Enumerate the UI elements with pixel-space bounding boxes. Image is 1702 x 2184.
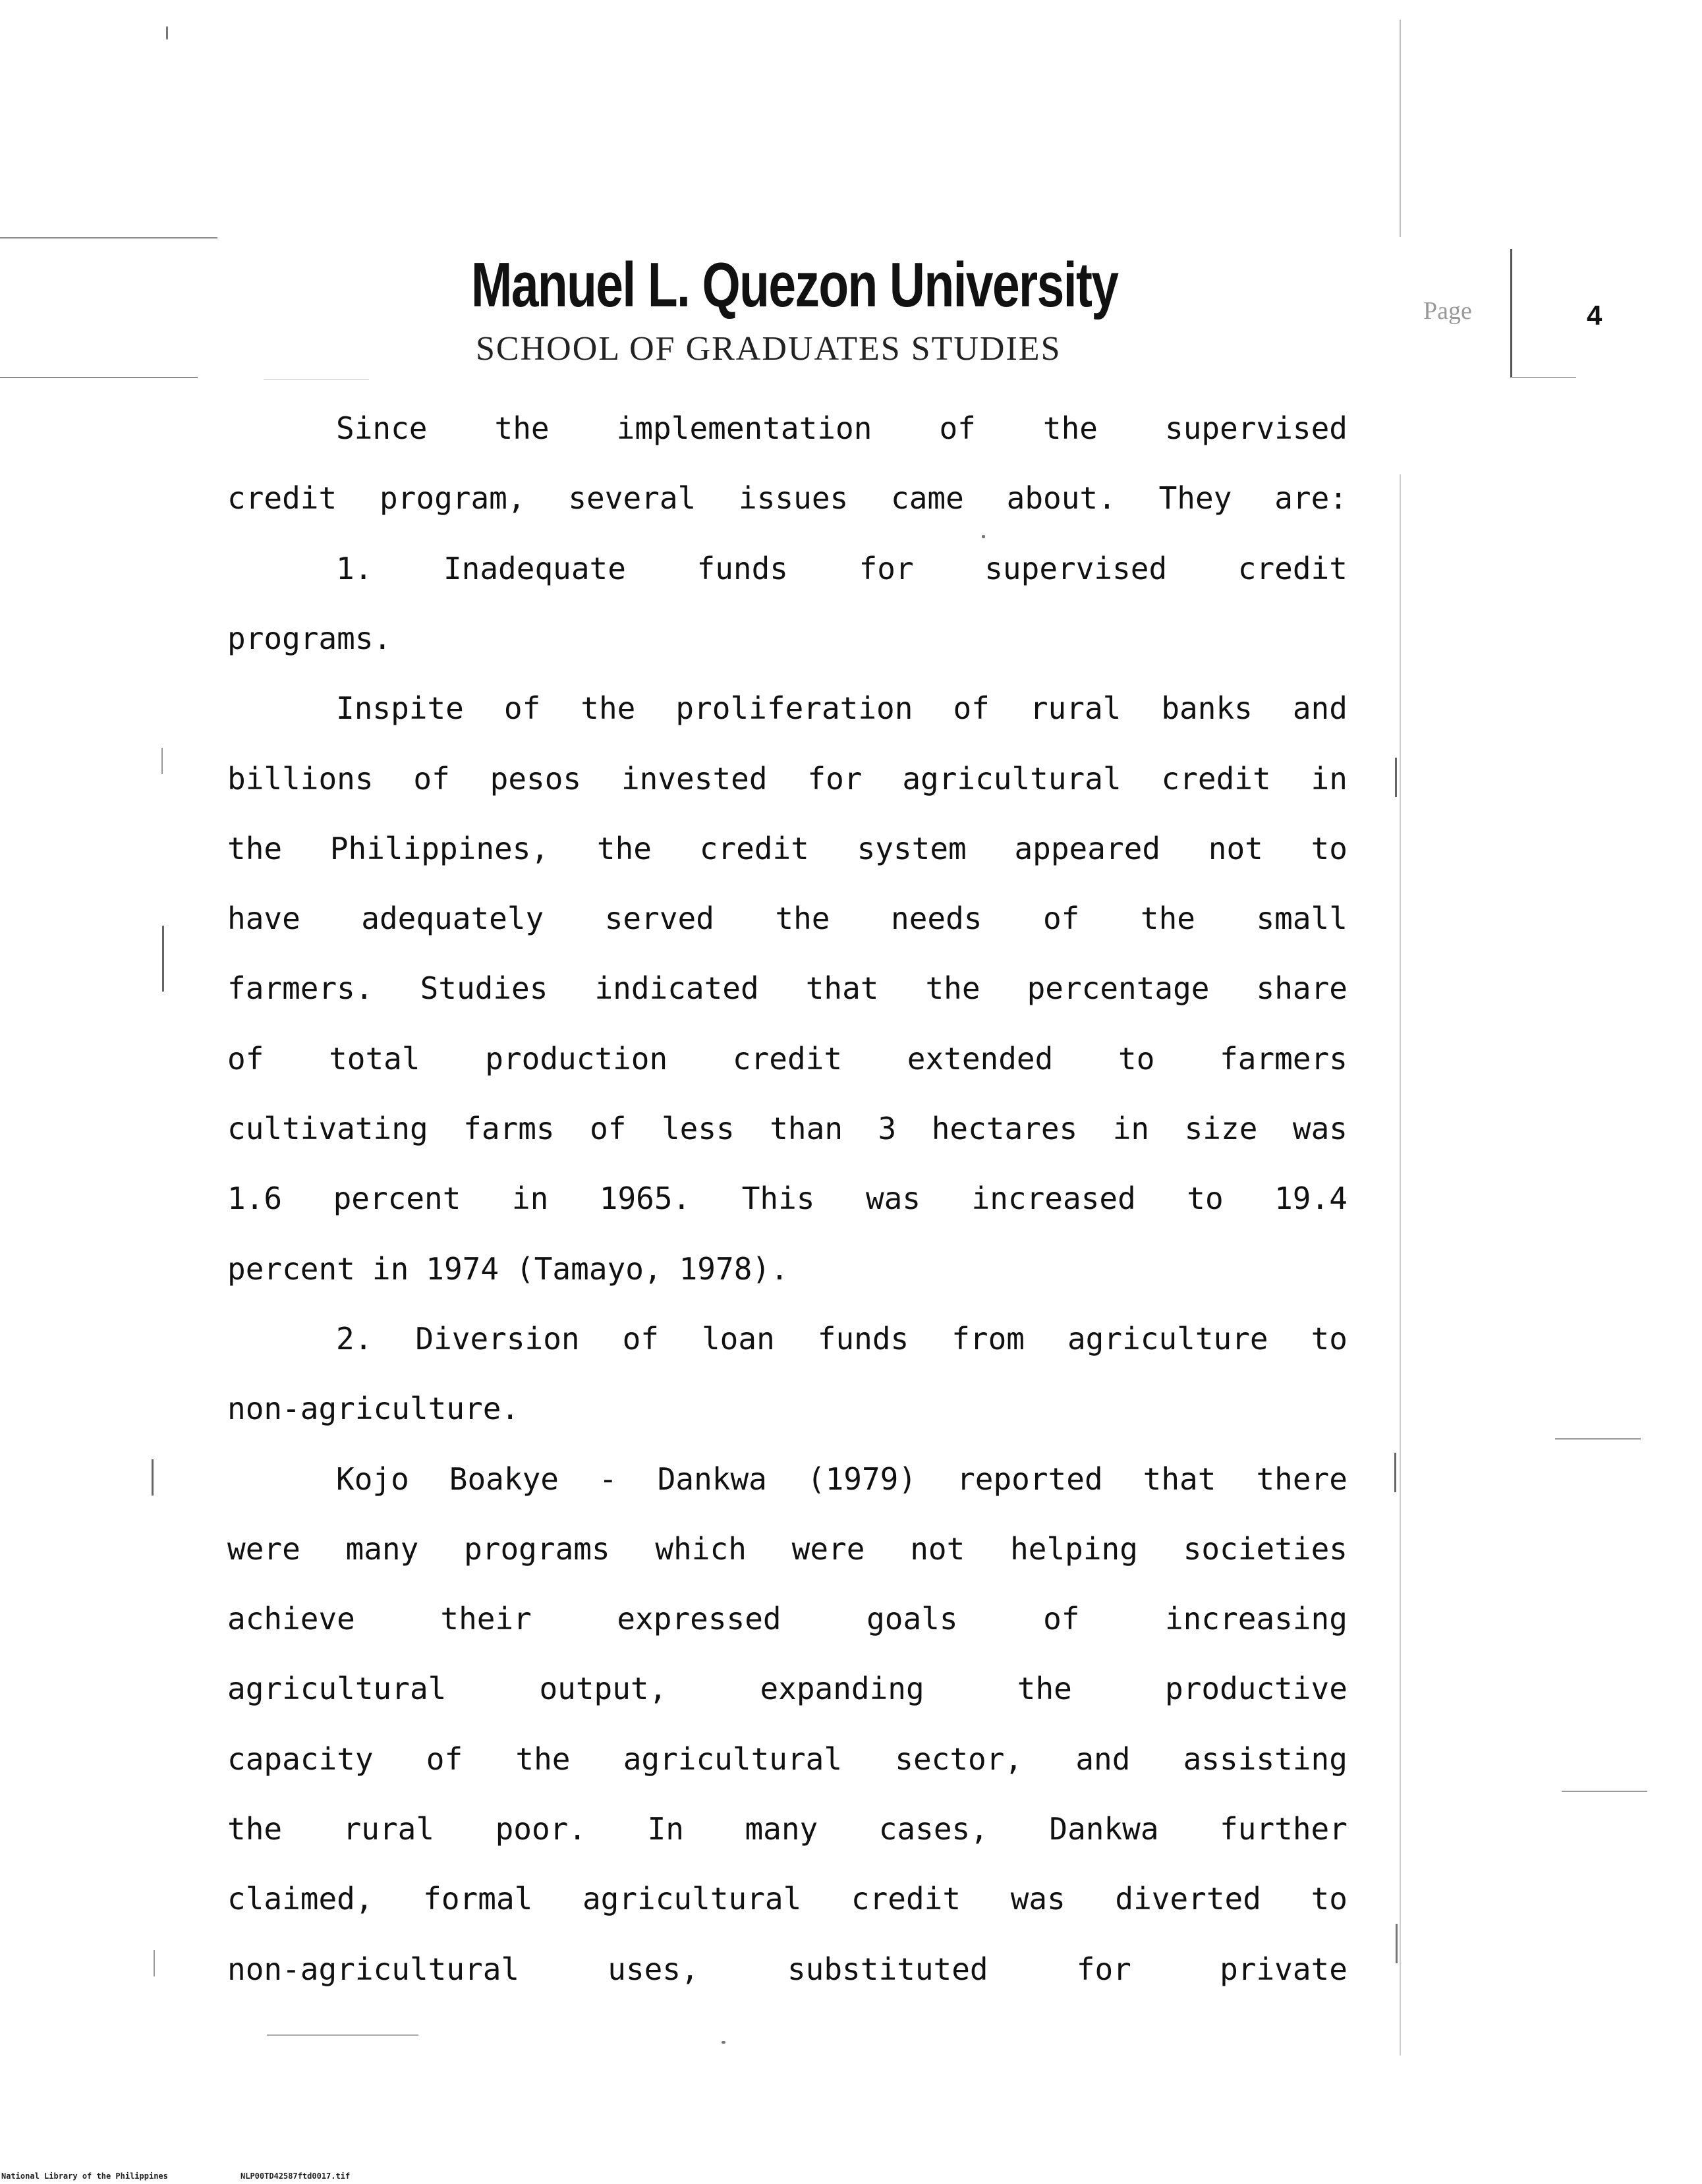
word: agricultural (902, 761, 1121, 797)
word: Since (336, 410, 428, 446)
word: - (598, 1461, 617, 1497)
word: 1978). (679, 1251, 789, 1287)
footer-library-note: National Library of the Philippines (1, 2171, 168, 2181)
word: of (1042, 901, 1080, 936)
word: Studies (420, 970, 548, 1006)
word: hectares (931, 1111, 1078, 1146)
word: implementation (616, 410, 872, 446)
word: of (413, 761, 450, 797)
word: further (1220, 1811, 1347, 1847)
page-box-bottom (1510, 377, 1576, 378)
word: not (910, 1531, 965, 1567)
word: share (1256, 970, 1347, 1006)
word: credit (699, 831, 809, 866)
word: many (345, 1531, 419, 1567)
word: the (596, 831, 652, 866)
text-line (227, 829, 1347, 868)
word: for (1076, 1951, 1131, 1987)
word: program, (379, 480, 526, 516)
word: percent (227, 1251, 355, 1287)
word: and (1075, 1741, 1131, 1777)
word: percent (333, 1181, 461, 1216)
text-line (227, 968, 1347, 1008)
scan-artifact (982, 535, 985, 538)
word: 19.4 (1274, 1181, 1347, 1216)
scan-artifact (1400, 474, 1401, 2056)
word: came (891, 480, 964, 516)
word: about. (1006, 480, 1116, 516)
text-line (227, 478, 1347, 518)
word: to (1187, 1181, 1224, 1216)
word: extended (907, 1041, 1054, 1077)
word: production (485, 1041, 668, 1077)
word: Kojo (336, 1461, 409, 1497)
word: reported (957, 1461, 1103, 1497)
word: agricultural (623, 1741, 843, 1777)
word: and (1292, 690, 1347, 726)
text-line (227, 1879, 1347, 1918)
scan-artifact (0, 377, 198, 378)
word: capacity (227, 1741, 374, 1777)
word: billions (227, 761, 374, 797)
scan-artifact (1400, 20, 1401, 237)
word: credit (732, 1041, 843, 1077)
text-line (336, 688, 1347, 728)
word: have (227, 901, 300, 936)
word: in (1311, 761, 1347, 797)
word: achieve (227, 1601, 355, 1637)
word: system (857, 831, 967, 866)
word: of (503, 690, 541, 726)
word: banks (1161, 690, 1253, 726)
page-label: Page (1423, 297, 1472, 325)
word: supervised (1165, 410, 1347, 446)
word: increased (971, 1181, 1136, 1216)
word: in (511, 1181, 549, 1216)
word: credit (1237, 551, 1347, 586)
page-box-divider (1510, 249, 1512, 378)
word: (Tamayo, (516, 1251, 662, 1287)
word: which (655, 1531, 747, 1567)
word: farmers. (227, 970, 374, 1006)
word: expressed (617, 1601, 781, 1637)
text-line (227, 1669, 1347, 1708)
scan-artifact (166, 26, 168, 40)
text-line (336, 1459, 1347, 1499)
word: many (745, 1811, 818, 1847)
scan-artifact (0, 237, 217, 238)
word: that (1143, 1461, 1216, 1497)
word: This (741, 1181, 815, 1216)
word: sector, (895, 1741, 1023, 1777)
word: issues (739, 480, 849, 516)
word: cases, (878, 1811, 988, 1847)
word: uses, (608, 1951, 699, 1987)
word: the (1042, 410, 1098, 446)
word: Diversion (415, 1321, 580, 1357)
text-line (227, 899, 1347, 938)
word: private (1220, 1951, 1347, 1987)
word: 3 (878, 1111, 897, 1146)
word: agricultural (582, 1881, 802, 1917)
text-line (336, 549, 1347, 588)
word: in (1112, 1111, 1150, 1146)
word: were (227, 1531, 300, 1567)
word: of (953, 690, 990, 726)
word: the (515, 1741, 571, 1777)
text-line (227, 1949, 1347, 1989)
word: credit (227, 480, 337, 516)
word: formal (423, 1881, 533, 1917)
word: agricultural (227, 1671, 447, 1706)
word: for (859, 551, 914, 586)
word: needs (891, 901, 982, 936)
word: to (1311, 831, 1347, 866)
scan-artifact (152, 1459, 154, 1496)
word: funds (817, 1321, 909, 1357)
word: supervised (984, 551, 1168, 586)
word: to (1118, 1041, 1155, 1077)
word: not (1208, 831, 1263, 866)
word: several (568, 480, 696, 516)
word: the (581, 690, 636, 726)
word: pesos (490, 761, 582, 797)
word: helping (1010, 1531, 1138, 1567)
word: of (590, 1111, 627, 1146)
text-line (336, 408, 1347, 448)
word: goals (866, 1601, 958, 1637)
page-number: 4 (1587, 300, 1603, 331)
word: indicated (594, 970, 759, 1006)
word: credit (851, 1881, 961, 1917)
word: 1. (336, 551, 373, 586)
word: the (227, 831, 283, 866)
word: of (426, 1741, 463, 1777)
scan-artifact (1394, 1453, 1396, 1492)
word: of (939, 410, 976, 446)
word: societies (1183, 1531, 1347, 1567)
scan-artifact (161, 748, 163, 774)
word: 2. (336, 1321, 373, 1357)
word: rural (1029, 690, 1121, 726)
text-line (227, 1739, 1347, 1779)
text-line (227, 1529, 1347, 1569)
scan-artifact (162, 926, 164, 992)
word: loan (701, 1321, 775, 1357)
footer-file-note: NLP00TD42587ftd0017.tif (241, 2171, 351, 2181)
word: 1974 (426, 1251, 499, 1287)
word: are: (1274, 480, 1347, 516)
word: increasing (1164, 1601, 1347, 1637)
word: that (805, 970, 879, 1006)
scan-artifact (267, 2034, 418, 2036)
university-name: Manuel L. Quezon University (471, 250, 1118, 320)
word: claimed, (227, 1881, 374, 1917)
word: of (622, 1321, 659, 1357)
text-line (227, 619, 1347, 658)
word: served (604, 901, 714, 936)
text-line (336, 1319, 1347, 1358)
word: programs (464, 1531, 610, 1567)
school-name: SCHOOL OF GRADUATES STUDIES (476, 330, 1062, 368)
word: was (1292, 1111, 1347, 1146)
word: from (951, 1321, 1025, 1357)
word: to (1311, 1321, 1347, 1357)
word: the (1017, 1671, 1072, 1706)
word: Dankwa (657, 1461, 767, 1497)
word: the (775, 901, 830, 936)
word: adequately (361, 901, 544, 936)
text-line (227, 1599, 1347, 1638)
word: there (1256, 1461, 1347, 1497)
word: cultivating (227, 1111, 428, 1146)
word: poor. (495, 1811, 587, 1847)
text-line (227, 1809, 1347, 1849)
word: their (440, 1601, 532, 1637)
word: 1.6 (227, 1181, 283, 1216)
word: for (807, 761, 863, 797)
word: of (1043, 1601, 1080, 1637)
word: non-agricultural (227, 1951, 520, 1987)
word: funds (696, 551, 788, 586)
word: Inadequate (443, 551, 626, 586)
word: (1979) (807, 1461, 917, 1497)
word: Philippines, (329, 831, 550, 866)
word: total (329, 1041, 420, 1077)
word: less (661, 1111, 735, 1146)
word: the (494, 410, 550, 446)
text-line (227, 1389, 1347, 1428)
word: 1965. (599, 1181, 691, 1216)
word: percentage (1027, 970, 1210, 1006)
word: proliferation (675, 690, 913, 726)
scan-artifact (722, 2041, 725, 2044)
word: agriculture (1067, 1321, 1268, 1357)
scan-artifact (1562, 1791, 1647, 1792)
word: farmers (1220, 1041, 1347, 1077)
word: They (1158, 480, 1232, 516)
word: invested (621, 761, 768, 797)
word: productive (1165, 1671, 1347, 1706)
word: output, (539, 1671, 667, 1706)
text-line (227, 1249, 1347, 1289)
word: rural (343, 1811, 435, 1847)
word: the (1140, 901, 1195, 936)
word: was (865, 1181, 921, 1216)
word: substituted (787, 1951, 988, 1987)
word: expanding (760, 1671, 924, 1706)
scan-artifact (154, 1950, 155, 1976)
word: in (372, 1251, 409, 1287)
word: Inspite (336, 690, 464, 726)
text-line (227, 1039, 1347, 1078)
word: to (1311, 1881, 1347, 1917)
text-line (227, 759, 1347, 798)
word: diverted (1115, 1881, 1261, 1917)
word: the (925, 970, 980, 1006)
word: the (227, 1811, 283, 1847)
word: size (1184, 1111, 1258, 1146)
word: Dankwa (1049, 1811, 1159, 1847)
scan-artifact (1555, 1438, 1641, 1440)
word: non-agriculture. (227, 1391, 520, 1426)
word: Boakye (449, 1461, 559, 1497)
word: small (1256, 901, 1347, 936)
text-line (227, 1179, 1347, 1218)
word: credit (1161, 761, 1271, 797)
word: In (647, 1811, 684, 1847)
scan-artifact (1396, 1924, 1398, 1963)
word: was (1010, 1881, 1065, 1917)
word: than (770, 1111, 843, 1146)
text-line (227, 1109, 1347, 1148)
word: appeared (1014, 831, 1161, 866)
word: assisting (1183, 1741, 1347, 1777)
scan-artifact (1395, 758, 1397, 797)
word: were (791, 1531, 865, 1567)
word: programs. (227, 621, 392, 656)
word: of (227, 1041, 264, 1077)
word: farms (463, 1111, 555, 1146)
